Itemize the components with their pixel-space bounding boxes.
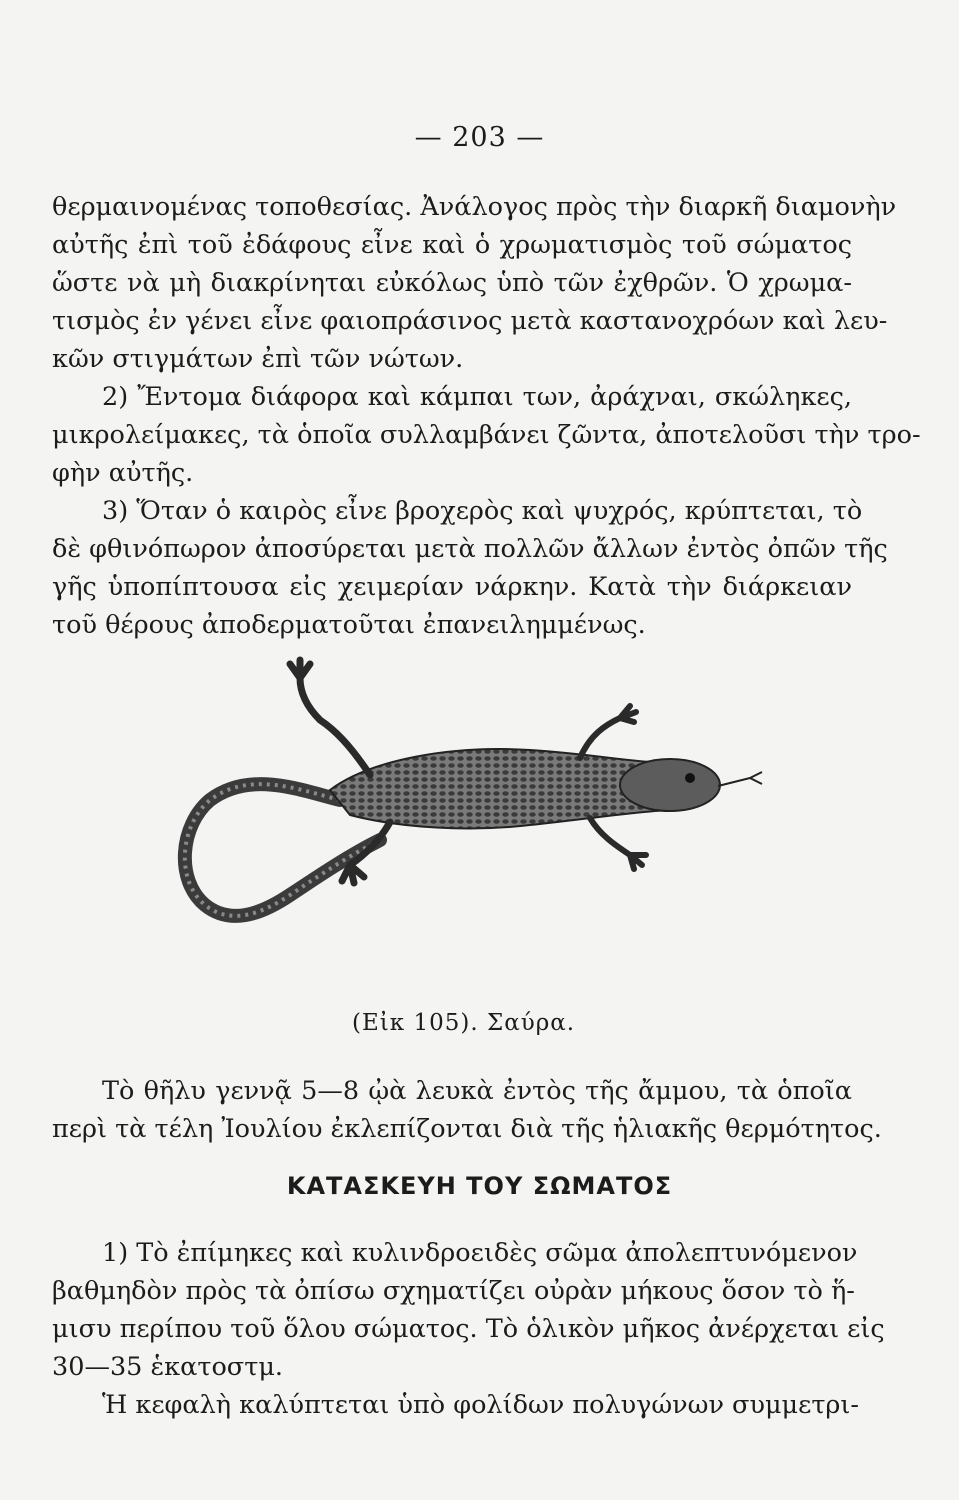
text-line: δὲ φθινόπωρον ἀποσύρεται μετὰ πολλῶν ἄλλων ἐντὸς ὀπῶν τῆς (52, 534, 888, 564)
text-line: αὐτῆς ἐπὶ τοῦ ἐδάφους εἶνε καὶ ὁ χρωματισμὸς τοῦ σώματος (52, 230, 852, 260)
text-line: μικρολείμακες, τὰ ὁποῖα συλλαμβάνει ζῶντα, ἀποτελοῦσι τὴν τρο- (52, 420, 921, 450)
text-block-bottom (52, 1234, 885, 1424)
text-line: 2) Ἔντομα διάφορα καὶ κάμπαι των, ἀράχναι, σκώληκες, (102, 382, 852, 412)
text-line: γῆς ὑποπίπτουσα εἰς χειμερίαν νάρκην. Κατὰ τὴν διάρκειαν (52, 572, 852, 602)
text-line: κῶν στιγμάτων ἐπὶ τῶν νώτων. (52, 344, 464, 374)
lizard-illustration (150, 650, 790, 1000)
text-line: 1) Τὸ ἐπίμηκες καὶ κυλινδροειδὲς σῶμα ἀπολεπτυνόμενον (102, 1238, 858, 1268)
text-block-middle (52, 1072, 882, 1148)
lizard-hind-leg (290, 660, 370, 775)
lizard-head (620, 759, 720, 811)
text-line: περὶ τὰ τέλη Ἰουλίου ἐκλεπίζονται διὰ τῆς ἡλιακῆς θερμότητος. (52, 1114, 882, 1144)
section-heading: ΚΑΤΑΣΚΕΥΗ ΤΟΥ ΣΩΜΑΤΟΣ (286, 1172, 673, 1200)
text-block-top (52, 188, 921, 644)
lizard-eye (685, 773, 695, 783)
text-line: τισμὸς ἐν γένει εἶνε φαιοπράσινος μετὰ καστανοχρόων καὶ λευ- (52, 306, 888, 336)
text-line: Ἡ κεφαλὴ καλύπτεται ὑπὸ φολίδων πολυγώνων συμμετρι- (102, 1390, 860, 1420)
text-line: φὴν αὐτῆς. (52, 458, 194, 488)
lizard-front-leg (590, 818, 646, 869)
text-line: 30—35 ἑκατοστμ. (52, 1352, 283, 1382)
figure-caption: (Εἰκ 105). Σαύρα. (352, 1010, 576, 1036)
lizard-tongue (718, 772, 762, 786)
text-line: βαθμηδὸν πρὸς τὰ ὀπίσω σχηματίζει οὐρὰν μήκους ὅσον τὸ ἥ- (52, 1276, 855, 1306)
page-number: — 203 — (414, 122, 545, 153)
lizard-front-leg (580, 706, 636, 758)
text-line: 3) Ὅταν ὁ καιρὸς εἶνε βροχερὸς καὶ ψυχρός, κρύπτεται, τὸ (102, 496, 863, 526)
text-line: μισυ περίπου τοῦ ὅλου σώματος. Τὸ ὁλικὸν μῆκος ἀνέρχεται εἰς (52, 1314, 885, 1344)
text-line: ὥστε νὰ μὴ διακρίνηται εὐκόλως ὑπὸ τῶν ἐχθρῶν. Ὁ χρωμα- (52, 268, 852, 298)
text-line: Τὸ θῆλυ γεννᾷ 5—8 ᾠὰ λευκὰ ἐντὸς τῆς ἄμμου, τὰ ὁποῖα (102, 1076, 852, 1106)
text-line: τοῦ θέρους ἀποδερματοῦται ἐπανειλημμένως. (52, 610, 646, 640)
text-line: θερμαινομένας τοποθεσίας. Ἀνάλογος πρὸς τὴν διαρκῆ διαμονὴν (52, 192, 897, 222)
